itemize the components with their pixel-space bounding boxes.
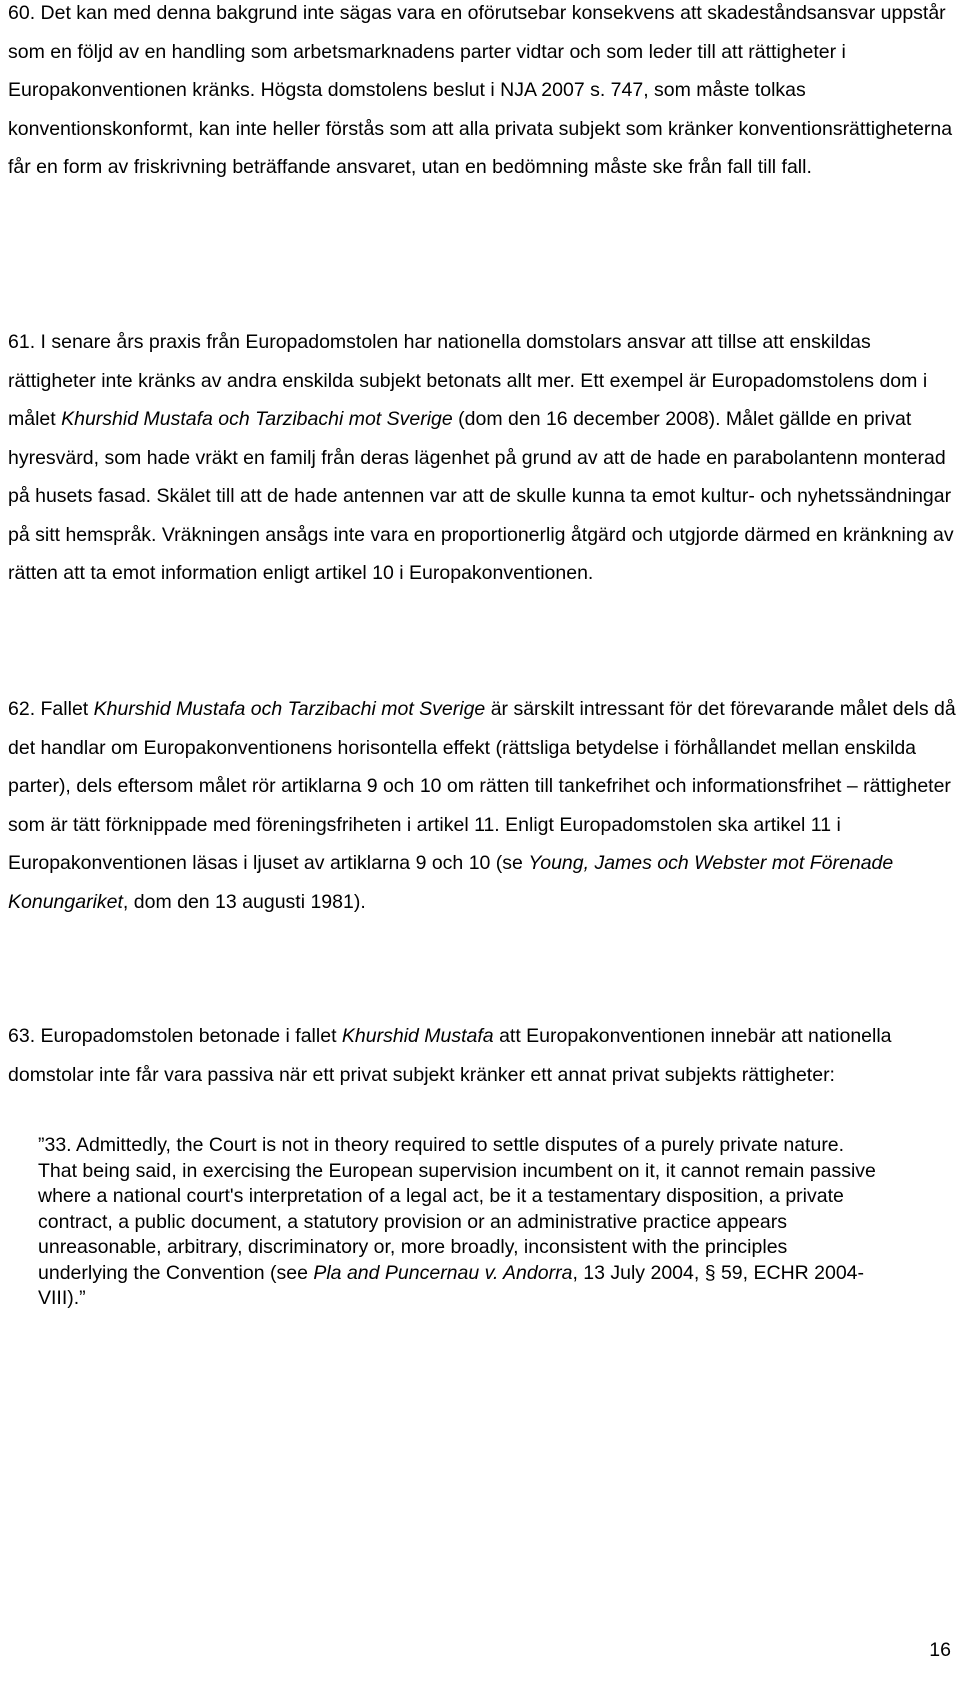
block-quote <box>38 1133 878 1312</box>
paragraph-text: 63. Europadomstolen betonade i fallet <box>8 1025 342 1047</box>
quote-text: , 13 July 2004, § 59, ECHR 2004-VIII).” <box>38 1261 865 1309</box>
case-name: Khurshid Mustafa <box>341 1025 494 1047</box>
paragraph-text: 61. I senare års praxis från Europadomstolen har nationella domstolars ansvar att tillse att enskildas rättigheter inte kränks av andra enskilda subjekt betonats allt mer. Ett exempel är Europadomstolens dom i målet <box>8 331 928 430</box>
quote-text: ”33. Admittedly, the Court is not in theory required to settle disputes of a purely private nature. That being said, in exercising the European supervision incumbent on it, it cannot remain passive where a national court's interpretation of a legal act, be it a testamentary disposition, a private contract, a public document, a statutory provision or an administrative practice appears unreasonable, arbitrary, discriminatory or, more broadly, inconsistent with the principles underlying the Convention (see <box>38 1134 876 1284</box>
paragraph-text: , dom den 13 augusti 1981). <box>122 890 366 913</box>
paragraph-60 <box>8 0 956 187</box>
case-name: Pla and Puncernau v. Andorra <box>313 1261 573 1284</box>
case-name: Khurshid Mustafa och Tarzibachi mot Sverige <box>93 698 486 720</box>
case-name: Young, James och Webster mot Förenade Konungariket <box>8 852 894 913</box>
paragraph-text: 60. Det kan med denna bakgrund inte sägas vara en oförutsebar konsekvens att skadeståndsansvar uppstår som en följd av en handling som arbetsmarknadens parter vidtar och som leder till att rättigheter i Europakonventionen kränks. Högsta domstolens beslut i NJA 2007 s. 747, som måste tolkas konventionskonformt, kan inte heller förstås som att alla privata subjekt som kränker konventionsrättigheterna får en form av friskrivning beträffande ansvaret, utan en bedömning måste ske från fall till fall. <box>8 2 953 178</box>
page-number: 16 <box>929 1639 951 1661</box>
case-name: Khurshid Mustafa och Tarzibachi mot Sverige <box>61 408 453 430</box>
paragraph-text: att Europakonventionen innebär att nationella domstolar inte får vara passiva när ett privat subjekt kränker ett annat privat subjekts rättigheter: <box>8 1025 892 1086</box>
paragraph-text: 62. Fallet <box>8 698 94 720</box>
paragraph-61 <box>8 323 956 593</box>
paragraph-63 <box>8 1017 956 1094</box>
paragraph-text: är särskilt intressant för det förevarande målet dels då det handlar om Europakonventionens horisontella effekt (rättsliga betydelse i förhållandet mellan enskilda parter), dels eftersom målet rör artiklarna 9 och 10 om rätten till tankefrihet och informationsfrihet – rättigheter som är tätt förknippade med föreningsfriheten i artikel 11. Enligt Europadomstolen ska artikel 11 i Europakonventionen läsas i ljuset av artiklarna 9 och 10 (se <box>8 698 956 874</box>
paragraph-text: (dom den 16 december 2008). Målet gällde en privat hyresvärd, som hade vräkt en familj från deras lägenhet på grund av att de hade en parabolantenn monterad på husets fasad. Skälet till att de hade antennen var att de skulle kunna ta emot kultur- och nyhetssändningar på sitt hemspråk. Vräkningen ansågs inte vara en proportionerlig åtgärd och utgjorde därmed en kränkning av rätten att ta emot information enligt artikel 10 i Europakonventionen. <box>8 408 954 584</box>
paragraph-62 <box>8 690 956 921</box>
